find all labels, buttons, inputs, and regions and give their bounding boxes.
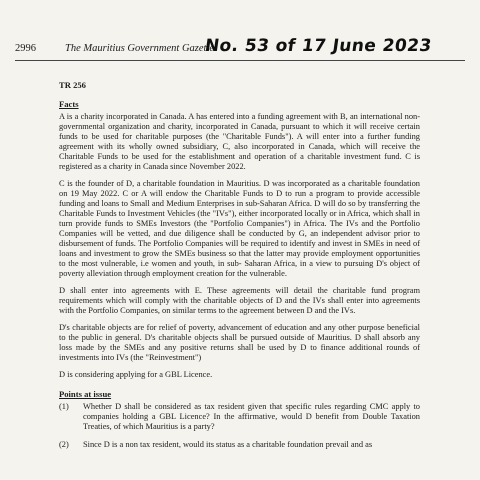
page-header xyxy=(15,36,465,60)
facts-paragraph: D is considering applying for a GBL Licence. xyxy=(59,370,213,379)
page-number: 2996 xyxy=(15,43,36,54)
point-number: (2) xyxy=(59,440,69,449)
ruling-number: TR 256 xyxy=(59,80,86,90)
points-heading: Points at issue xyxy=(59,389,112,399)
handwritten-issue-number: No. 53 of 17 June 2023 xyxy=(203,36,433,56)
point-number: (1) xyxy=(59,402,69,411)
facts-paragraph: D's charitable objects are for relief of poverty, advancement of education and any other purpose beneficial to the public in general. D's charitable objects shall be pursued outside of Mauritius. D shall absorb any loss made by the SMEs and any positive returns shall be used by D to finance additional rounds of investments into IVs (the "Reinvestment") xyxy=(59,323,420,362)
facts-paragraph: A is a charity incorporated in Canada. A has entered into a funding agreement with B, an international non-governmental organization and charity, incorporated in Canada, pursuant to which it will receive certain funds to be used for charitable purposes (the "Charitable Funds"). A will enter into a further funding agreement with its wholly owned subsidiary, C, also incorporated in Canada, which will receive the Charitable Funds to be used for the establishment and operation of a charitable investment fund. C is registered as a charity in Canada since November 2022. xyxy=(59,112,420,171)
ruling-body xyxy=(59,64,420,458)
point-item xyxy=(59,440,420,450)
facts-heading: Facts xyxy=(59,99,79,109)
point-text: Since D is a non tax resident, would its status as a charitable foundation prevail and as xyxy=(83,440,373,449)
gazette-title: The Mauritius Government Gazette xyxy=(65,43,215,54)
point-text: Whether D shall be considered as tax resident given that specific rules regarding CMC apply to companies holding a GBL Licence? In the affirmative, would D benefit from Double Taxation Treaties, of which Mauritius is a party? xyxy=(83,402,420,431)
point-item xyxy=(59,402,420,432)
facts-paragraph: C is the founder of D, a charitable foundation in Mauritius. D was incorporated as a charitable foundation on 19 May 2022. C or A will endow the Charitable Funds to D to run a program to provide accessible funding and loans to Small and Medium Enterprises in sub-Saharan Africa. D will do so by transferring the Charitable Funds to Investment Vehicles (the "IVs"), either incorporated locally or in Africa, which shall in turn provide funds to SMEs Investors (the "Portfolio Companies") in Africa. The IVs and the Portfolio Companies will be vetted, and due diligence shall be conducted by G, an independent advisor prior to disbursement of funds. The Portfolio Companies will be required to identify and invest in SMEs in need of loans and investment to grow the SMEs business so that the latter may provide employment opportunities to the most vulnerable, i.e women and youth, in sub- Saharan Africa, in a view to pursuing D's object of poverty alleviation through employment creation for the vulnerable. xyxy=(59,179,420,278)
header-rule xyxy=(15,60,465,61)
facts-paragraph: D shall enter into agreements with E. These agreements will detail the charitable fund program requirements which will comply with the charitable objects of D and the IVs shall enter into agreements with the Portfolio Companies, on similar terms to the agreement between D and the IVs. xyxy=(59,286,420,315)
